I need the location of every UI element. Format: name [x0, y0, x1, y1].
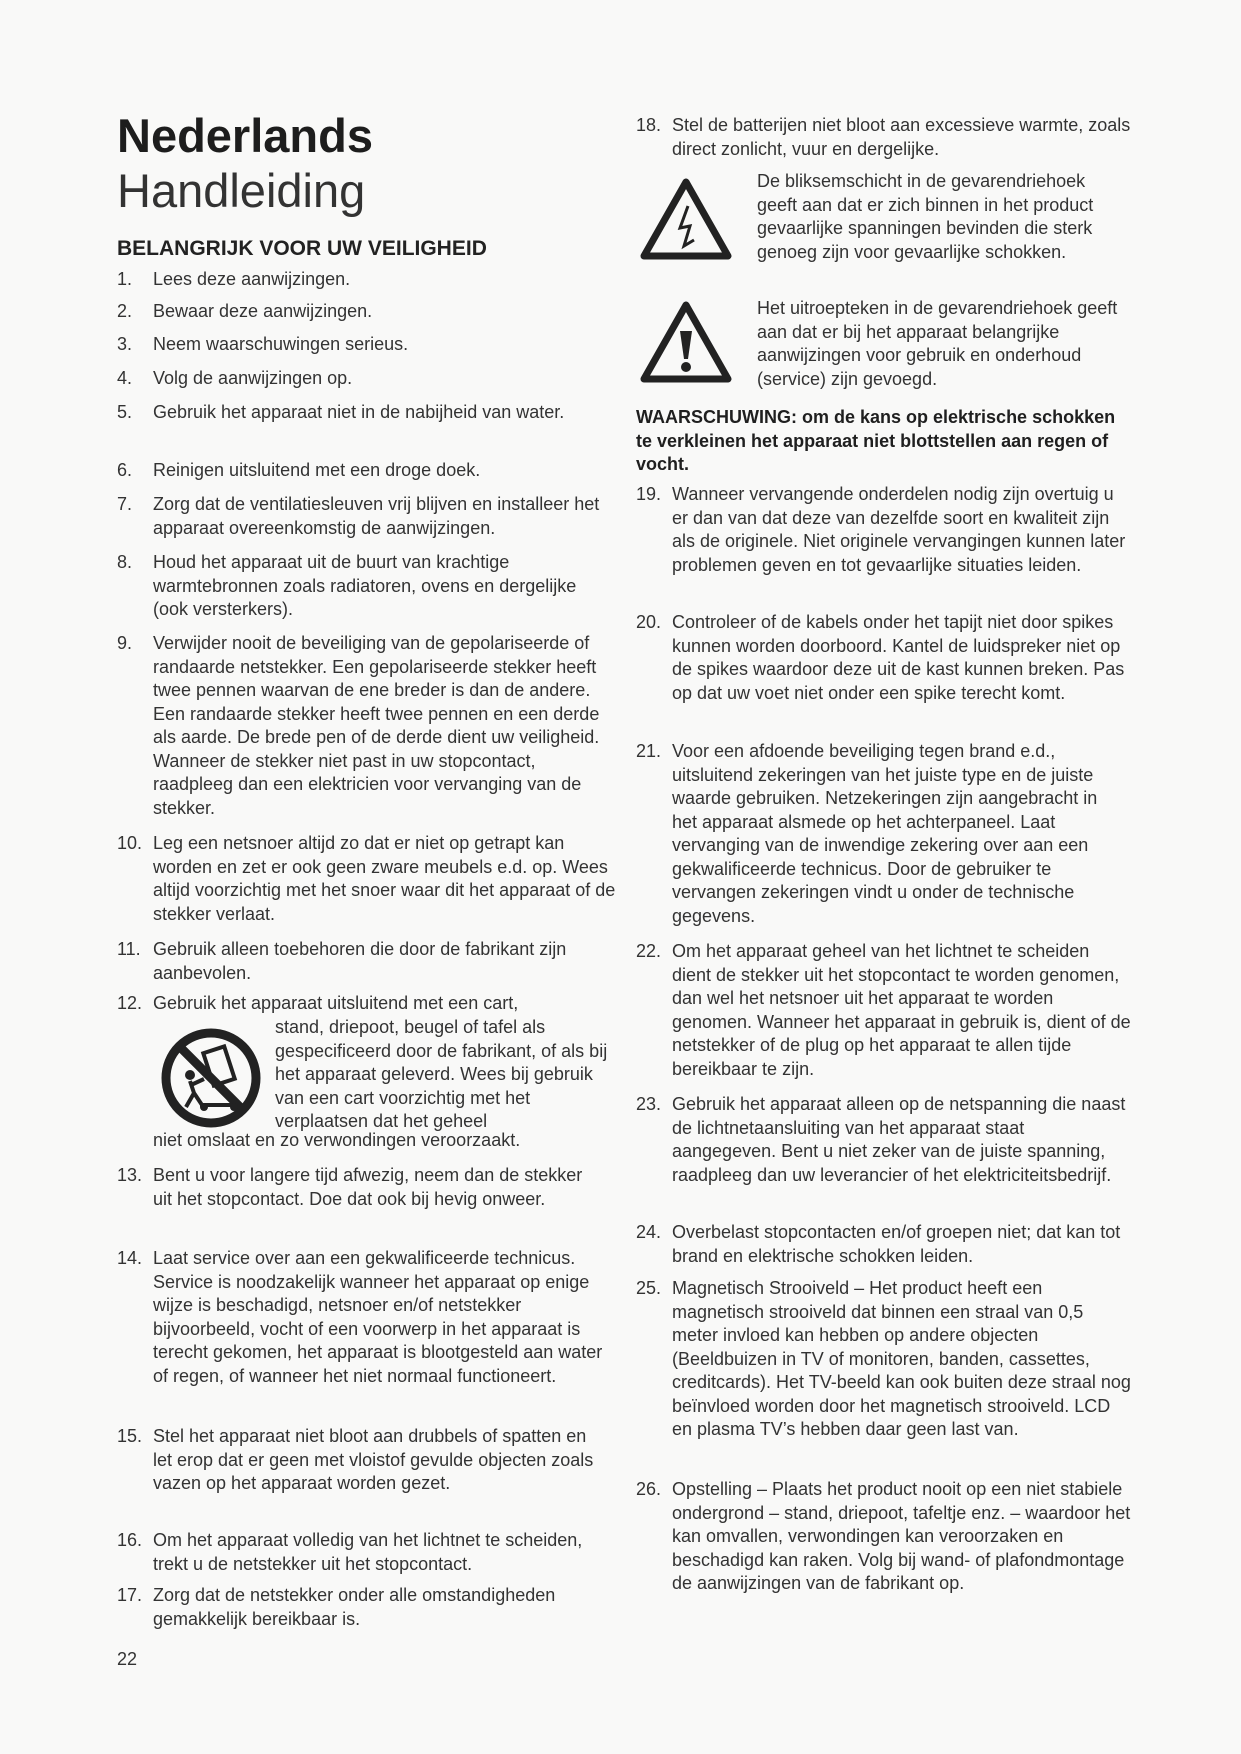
item-number: 3.	[117, 334, 133, 354]
exclamation-description: Het uitroepteken in de gevarendriehoek geeft aan dat er bij het apparaat belangrijke aanwijzingen voor gebruik en onderhoud (service) zijn gevoegd.	[757, 298, 1118, 389]
list-item	[117, 333, 617, 357]
item-text: Reinigen uitsluitend met een droge doek.	[153, 460, 481, 480]
list-item	[117, 367, 617, 391]
list-item	[636, 611, 1132, 705]
item-text: Zorg dat de ventilatiesleuven vrij blijven en installeer het apparaat overeenkomstig de aanwijzingen.	[153, 494, 600, 538]
item-number: 18.	[636, 115, 662, 135]
item-number: 21.	[636, 741, 662, 761]
list-item	[636, 1277, 1132, 1442]
list-item	[117, 493, 617, 540]
item-number: 12.	[117, 993, 143, 1013]
list-item	[117, 1164, 587, 1211]
item-text: Opstelling – Plaats het product nooit op een niet stabiele ondergrond – stand, driepoot, tafeltje enz. – waardoor het kan omvallen, verwondingen kan veroorzaken en beschadigd kan raken. Volg bij wand- of plafondmontage de aanwijzingen van de fabrikant op.	[672, 1479, 1131, 1593]
item-text: Bewaar deze aanwijzingen.	[153, 301, 373, 321]
item-number: 5.	[117, 402, 133, 422]
list-item	[117, 1584, 617, 1631]
item-number: 22.	[636, 941, 662, 961]
item-text: Om het apparaat geheel van het lichtnet te scheiden dient de stekker uit het stopcontact te worden genomen, dan wel het netsnoer uit het apparaat te worden genomen. Wanneer het apparaat in gebruik is, dient of de netstekker of de plug op het apparaat te allen tijde bereikbaar te zijn.	[672, 941, 1131, 1079]
item-text: Gebruik het apparaat alleen op de netspanning die naast de lichtnetaansluiting van het apparaat staat aangegeven. Bent u niet zeker van de juiste spanning, raadpleeg dan uw leverancier of het elektriciteitsbedrijf.	[672, 1094, 1126, 1185]
item-text: Magnetisch Strooiveld – Het product heeft een magnetisch strooiveld dat binnen een straal van 0,5 meter invloed kan hebben op andere objecten (Beeldbuizen in TV of monitoren, banden, cassettes, creditcards). Het TV-beeld kan ook buiten deze straal nog beïnvloed worden door het magnetisch strooiveld. LCD en plasma TV’s hebben daar geen last van.	[672, 1278, 1131, 1439]
item-text: Om het apparaat volledig van het lichtnet te scheiden, trekt u de netstekker uit het stopcontact.	[153, 1530, 583, 1574]
item-number: 14.	[117, 1248, 143, 1268]
page-title: Nederlands	[117, 109, 373, 162]
item-number: 8.	[117, 552, 133, 572]
list-item	[117, 1425, 597, 1496]
item-number: 16.	[117, 1530, 143, 1550]
item-text: Houd het apparaat uit de buurt van krachtige warmtebronnen zoals radiatoren, ovens en dergelijke (ook versterkers).	[153, 552, 577, 619]
item-text: Leg een netsnoer altijd zo dat er niet op getrapt kan worden en zet er ook geen zware meubels e.d. op. Wees altijd voorzichtig met het snoer waar dit het apparaat of de stekker verlaat.	[153, 833, 616, 924]
item-text: Volg de aanwijzingen op.	[153, 368, 353, 388]
cart-tip-over-icon	[160, 1027, 262, 1129]
item-text-last: niet omslaat en zo verwondingen veroorzaakt.	[153, 1130, 521, 1150]
item-text: Stel de batterijen niet bloot aan excessieve warmte, zoals direct zonlicht, vuur en dergelijke.	[672, 115, 1131, 159]
item-text: Neem waarschuwingen serieus.	[153, 334, 409, 354]
item-text: Bent u voor langere tijd afwezig, neem dan de stekker uit het stopcontact. Doe dat ook bij hevig onweer.	[153, 1165, 583, 1209]
item-number: 20.	[636, 612, 662, 632]
item-text: Controleer of de kabels onder het tapijt niet door spikes kunnen worden doorboord. Kantel de luidspreker niet op de spikes waardoor deze uit de kast kunnen breken. Pas op dat uw voet niet onder een spike terecht komt.	[672, 612, 1125, 703]
item-number: 6.	[117, 460, 133, 480]
item-text: Laat service over aan een gekwalificeerde technicus. Service is noodzakelijk wanneer het apparaat op enige wijze is beschadigd, netsnoer en/of netstekker bijvoorbeeld, vocht of een voorwerp in het apparaat is terecht gekomen, het apparaat is blootgesteld aan water of regen, of wanneer het niet normaal functioneert.	[153, 1248, 603, 1386]
list-item	[636, 483, 1132, 577]
item-number: 24.	[636, 1222, 662, 1242]
list-item	[117, 832, 617, 926]
item-text: Lees deze aanwijzingen.	[153, 269, 351, 289]
item-number: 1.	[117, 269, 133, 289]
item-number: 23.	[636, 1094, 662, 1114]
item-number: 25.	[636, 1278, 662, 1298]
item-text: Verwijder nooit de beveiliging van de gepolariseerde of randaarde netstekker. Een gepolariseerde stekker heeft twee pennen waarvan de ene breder is dan de andere. Een randaarde stekker heeft twee pennen en een derde als aarde. De brede pen of de derde dient uw veiligheid. Wanneer de stekker niet past in uw stopcontact, raadpleeg dan een elektricien voor vervanging van de stekker.	[153, 633, 600, 818]
list-item	[117, 551, 587, 622]
list-item	[636, 1093, 1132, 1187]
item-number: 13.	[117, 1165, 143, 1185]
item-number: 26.	[636, 1479, 662, 1499]
page-subtitle: Handleiding	[117, 164, 366, 217]
list-item	[117, 459, 617, 483]
item-text-wrap: stand, driepoot, beugel of tafel als gespecificeerd door de fabrikant, of als bij het apparaat geleverd. Wees bij gebruik van een cart voorzichtig met het verplaatsen dat het geheel	[275, 1017, 608, 1131]
item-text: Wanneer vervangende onderdelen nodig zijn overtuig u er dan van dat deze van dezelfde soort en kwaliteit zijn als de originele. Niet originele vervangingen kunnen later problemen geven en tot gevaarlijke situaties leiden.	[672, 484, 1126, 575]
item-text: Gebruik het apparaat niet in de nabijheid van water.	[153, 402, 565, 422]
item-number: 17.	[117, 1585, 143, 1605]
item-text: Gebruik het apparaat uitsluitend met een cart,	[153, 993, 519, 1013]
list-item	[117, 268, 617, 292]
lightning-triangle-icon	[638, 176, 734, 262]
item-text: Overbelast stopcontacten en/of groepen niet; dat kan tot brand en elektrische schokken leiden.	[672, 1222, 1121, 1266]
list-item	[636, 114, 1132, 161]
item-number: 10.	[117, 833, 143, 853]
list-item	[117, 300, 617, 324]
item-text: Voor een afdoende beveiliging tegen brand e.d., uitsluitend zekeringen van het juiste type en de juiste waarde gebruiken. Netzekeringen zijn aangebracht in het apparaat alsmede op het achterpaneel. Laat vervanging van de inwendige zekering over aan een gekwalificeerde technicus. Door de gebruiker te vervangen zekeringen vindt u onder de technische gegevens.	[672, 741, 1098, 926]
warning-text: WAARSCHUWING: om de kans op elektrische schokken te verkleinen het apparaat niet blottstellen aan regen of vocht.	[636, 407, 1116, 474]
item-number: 11.	[117, 939, 141, 959]
item-number: 15.	[117, 1426, 143, 1446]
page-number: 22	[117, 1649, 138, 1669]
item-number: 7.	[117, 494, 133, 514]
list-item	[117, 401, 572, 425]
item-text: Stel het apparaat niet bloot aan drubbels of spatten en let erop dat er geen met vloistof gevulde objecten zoals vazen op het apparaat worden gezet.	[153, 1426, 594, 1493]
list-item	[636, 1221, 1132, 1268]
list-item	[117, 1529, 617, 1576]
list-item	[117, 938, 617, 985]
list-item	[117, 632, 617, 820]
list-item	[636, 940, 1132, 1081]
item-number: 19.	[636, 484, 662, 504]
list-item	[636, 740, 1122, 928]
list-item	[636, 1478, 1132, 1596]
item-text: Gebruik alleen toebehoren die door de fabrikant zijn aanbevolen.	[153, 939, 567, 983]
list-item	[117, 1247, 607, 1388]
item-text: Zorg dat de netstekker onder alle omstandigheden gemakkelijk bereikbaar is.	[153, 1585, 556, 1629]
item-number: 9.	[117, 633, 133, 653]
section-heading: BELANGRIJK VOOR UW VEILIGHEID	[117, 237, 487, 260]
item-number: 4.	[117, 368, 133, 388]
item-number: 2.	[117, 301, 133, 321]
exclamation-triangle-icon	[638, 299, 734, 385]
lightning-description: De bliksemschicht in de gevarendriehoek geeft aan dat er zich binnen in het product gevaarlijke spanningen bevinden die sterk genoeg zijn voor gevaarlijke schokken.	[757, 171, 1094, 262]
